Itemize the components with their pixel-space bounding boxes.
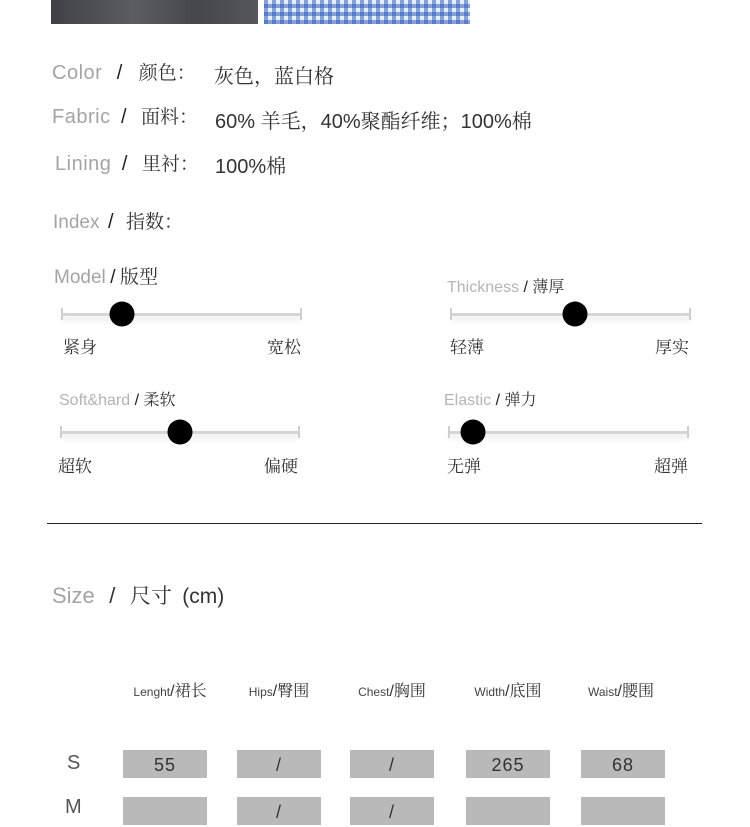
col-header-width-zh: /底围 (505, 683, 542, 700)
slider-end-tick (689, 308, 691, 320)
softhard-slash: / (134, 392, 140, 409)
model-label-zh: 版型 (119, 267, 158, 288)
table-cell: 68 (581, 750, 665, 778)
model-slider-title (54, 262, 158, 289)
softhard-slider-title (59, 387, 176, 410)
index-heading (53, 207, 183, 234)
table-cell (123, 797, 207, 825)
fabric-label-en: Fabric (52, 106, 111, 128)
elastic-slash: / (495, 392, 501, 409)
col-header-length-en: Lenght (133, 685, 171, 699)
slider-knob (563, 302, 588, 327)
slider-start-tick (450, 308, 452, 320)
index-slash: / (107, 211, 114, 233)
elastic-min-label: 无弹 (447, 457, 481, 476)
size-row-label-s: S (67, 752, 81, 774)
softhard-label-en: Soft&hard (59, 392, 131, 409)
col-header-chest-en: Chest (358, 685, 390, 699)
size-label-zh: 尺寸 (129, 585, 172, 608)
slider-track (62, 313, 301, 316)
col-header-length (115, 678, 225, 701)
table-cell: / (237, 797, 321, 825)
slider-knob (168, 420, 193, 445)
model-slash: / (110, 267, 116, 288)
softhard-min-label: 超软 (58, 457, 92, 476)
col-header-hips-zh: /臀围 (272, 683, 310, 700)
thickness-min-label: 轻薄 (450, 338, 484, 357)
col-header-width-en: Width (474, 685, 506, 699)
table-cell: / (350, 797, 434, 825)
index-label-en: Index (53, 212, 100, 233)
elastic-max-label: 超弹 (654, 457, 688, 476)
thickness-max-label: 厚实 (655, 338, 689, 357)
size-label-en: Size (52, 583, 95, 608)
size-unit: (cm) (182, 585, 225, 608)
model-min-label: 紧身 (63, 338, 97, 357)
section-divider (47, 523, 702, 524)
table-cell (466, 797, 550, 825)
softhard-max-label: 偏硬 (264, 457, 298, 476)
elastic-label-en: Elastic (444, 392, 492, 409)
slider-start-tick (448, 426, 450, 438)
color-row (52, 58, 196, 85)
table-cell: / (237, 750, 321, 778)
model-max-label: 宽松 (267, 338, 301, 357)
thickness-slider-title (447, 274, 564, 297)
model-label-en: Model (54, 267, 106, 288)
col-header-chest-zh: /胸围 (389, 683, 426, 700)
fabric-label-zh: 面料： (141, 107, 199, 128)
fabric-value: 60% 羊毛，40%聚酯纤维；100%棉 (215, 111, 532, 133)
col-header-waist (566, 678, 676, 701)
blue-check-fabric-swatch (264, 0, 470, 24)
elastic-label-zh: 弹力 (504, 392, 537, 409)
col-header-width (453, 678, 563, 701)
table-cell: 55 (123, 750, 207, 778)
col-header-waist-zh: /腰围 (617, 683, 654, 700)
gray-fabric-swatch (51, 0, 258, 24)
softhard-label-zh: 柔软 (143, 392, 176, 409)
col-header-waist-en: Waist (587, 685, 618, 699)
lining-value: 100%棉 (215, 156, 287, 178)
lining-label-en: Lining (55, 153, 112, 175)
table-cell: 265 (466, 750, 550, 778)
color-label-en: Color (52, 62, 103, 84)
thickness-slash: / (523, 279, 528, 296)
col-header-length-zh: /裙长 (170, 683, 207, 700)
slider-end-tick (687, 426, 689, 438)
elastic-slider-title (444, 387, 537, 410)
col-header-chest (337, 678, 447, 701)
slider-end-tick (298, 426, 300, 438)
size-row-label-m: M (65, 796, 82, 818)
slider-start-tick (61, 308, 63, 320)
thickness-label-en: Thickness (447, 279, 520, 296)
color-label-zh: 颜色： (138, 63, 196, 84)
fabric-row (52, 102, 198, 129)
slider-end-tick (300, 308, 302, 320)
lining-label-zh: 里衬： (141, 154, 199, 175)
size-heading (52, 580, 224, 610)
lining-slash: / (121, 153, 128, 175)
lining-row (55, 149, 199, 176)
col-header-hips-en: Hips (248, 685, 273, 699)
thickness-label-zh: 薄厚 (532, 279, 565, 296)
fabric-slash: / (121, 106, 127, 128)
color-value: 灰色，蓝白格 (214, 66, 334, 88)
table-cell: / (350, 750, 434, 778)
slider-knob (109, 302, 134, 327)
size-slash: / (109, 583, 116, 608)
slider-knob (460, 420, 485, 445)
color-slash: / (116, 62, 123, 84)
index-label-zh: 指数： (125, 212, 183, 233)
slider-start-tick (60, 426, 62, 438)
col-header-hips (224, 678, 334, 701)
table-cell (581, 797, 665, 825)
